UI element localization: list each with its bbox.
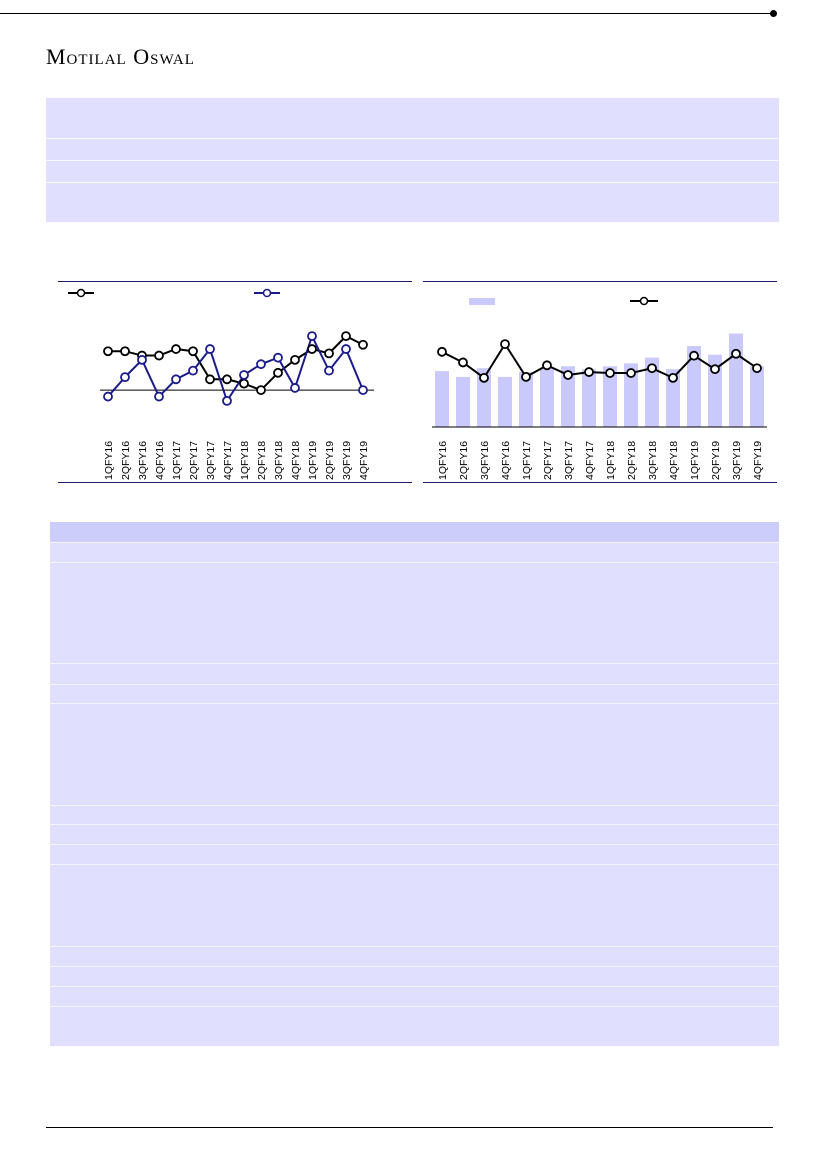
x-tick-label: 2QFY17 — [542, 440, 554, 480]
left-chart-bottom-rule — [58, 482, 412, 483]
line-point — [627, 369, 635, 377]
x-tick-label: 1QFY16 — [103, 440, 115, 480]
legend-line-series — [630, 298, 658, 305]
x-tick-label: 4QFY16 — [154, 440, 166, 480]
line-point — [459, 358, 467, 366]
series-0-point — [274, 369, 282, 377]
x-tick-label: 1QFY16 — [437, 440, 449, 480]
series-0-point — [121, 347, 129, 355]
series-1-point — [104, 393, 112, 401]
left-line-chart — [58, 281, 412, 483]
bar — [729, 334, 743, 427]
table-row-divider — [50, 562, 779, 563]
series-0-point — [359, 341, 367, 349]
legend-black-series — [68, 290, 94, 297]
legend-navy-series — [254, 290, 280, 297]
series-0-point — [257, 386, 265, 394]
line-point — [648, 364, 656, 372]
line-point — [564, 371, 572, 379]
x-tick-label: 3QFY18 — [647, 440, 659, 480]
table-row-divider — [50, 966, 779, 967]
series-1-point — [155, 393, 163, 401]
table-row-divider — [50, 805, 779, 806]
x-tick-label: 2QFY17 — [188, 440, 200, 480]
series-0-point — [223, 375, 231, 383]
x-tick-label: 1QFY18 — [239, 440, 251, 480]
header-rule — [0, 13, 773, 14]
series-1-point — [274, 354, 282, 362]
line-point — [732, 350, 740, 358]
series-1-point — [189, 367, 197, 375]
series-0-point — [325, 349, 333, 357]
series-1-point — [308, 332, 316, 340]
series-1-point — [291, 384, 299, 392]
line-point — [543, 361, 551, 369]
x-tick-label: 4QFY17 — [584, 440, 596, 480]
line-point — [753, 364, 761, 372]
table-header-row — [50, 522, 779, 542]
x-tick-label: 1QFY18 — [605, 440, 617, 480]
line-point — [480, 374, 488, 382]
header-rule-dot — [770, 10, 777, 17]
x-tick-label: 3QFY16 — [479, 440, 491, 480]
x-tick-label: 1QFY19 — [307, 440, 319, 480]
left-chart-panel — [58, 281, 412, 483]
line-point — [438, 348, 446, 356]
summary-row-divider — [46, 138, 779, 139]
series-0-point — [206, 375, 214, 383]
x-tick-label: 3QFY19 — [341, 440, 353, 480]
series-1-point — [325, 367, 333, 375]
x-tick-label: 4QFY18 — [668, 440, 680, 480]
series-1-point — [342, 345, 350, 353]
brand-logo: Motilal Oswal — [46, 44, 195, 69]
series-0-point — [155, 352, 163, 360]
table-row-divider — [50, 703, 779, 704]
table-row-divider — [50, 542, 779, 543]
series-0-point — [172, 345, 180, 353]
table-row-divider — [50, 684, 779, 685]
series-0-point — [342, 332, 350, 340]
x-tick-label: 3QFY17 — [563, 440, 575, 480]
line-point — [522, 373, 530, 381]
bar — [498, 377, 512, 427]
summary-box — [46, 98, 779, 222]
x-tick-label: 2QFY16 — [458, 440, 470, 480]
series-0-point — [308, 345, 316, 353]
x-tick-label: 4QFY19 — [358, 440, 370, 480]
series-1-point — [138, 356, 146, 364]
x-tick-label: 1QFY17 — [521, 440, 533, 480]
x-tick-label: 4QFY16 — [500, 440, 512, 480]
x-tick-label: 1QFY19 — [689, 440, 701, 480]
series-1-point — [172, 375, 180, 383]
x-tick-label: 3QFY16 — [137, 440, 149, 480]
table-row-divider — [50, 844, 779, 845]
x-tick-label: 2QFY19 — [710, 440, 722, 480]
right-chart-bottom-rule — [423, 482, 777, 483]
line-point — [690, 352, 698, 360]
line-point — [501, 340, 509, 348]
series-1-point — [359, 386, 367, 394]
series-0-point — [240, 380, 248, 388]
series-0-point — [291, 356, 299, 364]
table-row-divider — [50, 824, 779, 825]
bar — [540, 369, 554, 427]
x-tick-label: 1QFY17 — [171, 440, 183, 480]
x-tick-label: 2QFY16 — [120, 440, 132, 480]
table-row-divider — [50, 1006, 779, 1007]
table-row-divider — [50, 864, 779, 865]
series-0-point — [104, 347, 112, 355]
series-1-point — [223, 397, 231, 405]
legend-bar-series — [469, 298, 495, 305]
x-tick-label: 3QFY17 — [205, 440, 217, 480]
footer-rule — [46, 1127, 773, 1128]
summary-row-divider — [46, 160, 779, 161]
x-tick-label: 4QFY17 — [222, 440, 234, 480]
bar — [582, 369, 596, 427]
line-point — [606, 369, 614, 377]
series-1-point — [206, 345, 214, 353]
series-0-point — [189, 347, 197, 355]
table-row-divider — [50, 946, 779, 947]
right-bar-line-chart — [423, 281, 777, 483]
x-tick-label: 2QFY18 — [256, 440, 268, 480]
series-1-point — [240, 371, 248, 379]
right-chart-panel — [423, 281, 777, 483]
x-tick-label: 3QFY19 — [731, 440, 743, 480]
x-tick-label: 3QFY18 — [273, 440, 285, 480]
table-row-divider — [50, 663, 779, 664]
data-table — [50, 522, 779, 1046]
bar — [750, 366, 764, 427]
x-tick-label: 2QFY18 — [626, 440, 638, 480]
line-point — [585, 368, 593, 376]
line-point — [669, 374, 677, 382]
series-1-point — [121, 373, 129, 381]
x-tick-label: 2QFY19 — [324, 440, 336, 480]
x-tick-label: 4QFY19 — [752, 440, 764, 480]
x-tick-label: 4QFY18 — [290, 440, 302, 480]
line-point — [711, 365, 719, 373]
summary-row-divider — [46, 182, 779, 183]
series-1-point — [257, 360, 265, 368]
bar — [456, 377, 470, 427]
table-row-divider — [50, 986, 779, 987]
bar — [435, 371, 449, 427]
